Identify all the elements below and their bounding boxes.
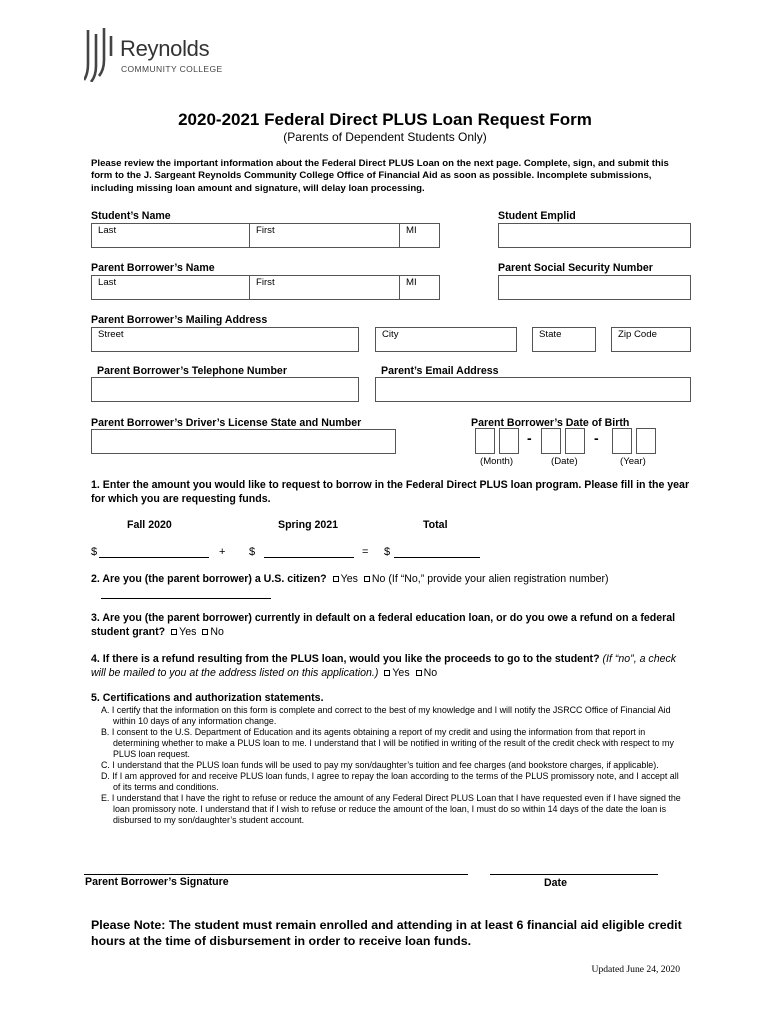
cert-item-c: C. I understand that the PLUS loan funds will be used to pay my son/daughter’s tuition and fee charges (and bookstore charges, if applicable). [101, 760, 659, 770]
dob-date-digit-2[interactable] [565, 428, 585, 454]
parent-first-cell[interactable]: First [250, 276, 400, 299]
telephone-label: Parent Borrower’s Telephone Number [97, 365, 287, 377]
question-2-text: 2. Are you (the parent borrower) a U.S. citizen? [91, 573, 327, 585]
dob-dash-1: - [527, 430, 532, 446]
dob-year-digit-2[interactable] [636, 428, 656, 454]
equals-sign: = [362, 546, 369, 558]
q2-no-checkbox[interactable] [364, 576, 370, 582]
parent-last-cell[interactable]: Last [92, 276, 250, 299]
student-emplid-field[interactable] [498, 223, 691, 248]
q4-yes-checkbox[interactable] [384, 670, 390, 676]
question-5-title: 5. Certifications and authorization statements. [91, 692, 324, 704]
total-dollar-sign: $ [384, 546, 391, 558]
form-title: 2020-2021 Federal Direct PLUS Loan Request Form [178, 110, 592, 129]
updated-date: Updated June 24, 2020 [591, 964, 680, 975]
state-field[interactable] [532, 327, 596, 352]
q4-no-label: No [423, 666, 438, 679]
street-field[interactable] [91, 327, 359, 352]
q3-no-checkbox[interactable] [202, 629, 208, 635]
plus-sign: + [219, 546, 226, 558]
mailing-address-label: Parent Borrower’s Mailing Address [91, 314, 268, 326]
fall-dollar-sign: $ [91, 546, 98, 558]
question-3 [91, 612, 691, 639]
question-1-text: 1. Enter the amount you would like to request to borrow in the Federal Direct PLUS loan program. Please fill in the year for which you are requesting funds. [91, 479, 690, 505]
question-4-italic: (If “no”, a check will be mailed to you at the address listed on this application.) [91, 653, 677, 679]
total-label: Total [423, 519, 448, 531]
dob-month-digit-2[interactable] [499, 428, 519, 454]
spring-amount-field[interactable] [264, 545, 354, 558]
dob-dash-2: - [594, 430, 599, 446]
logo-name: Reynolds [120, 36, 210, 61]
cert-item-e: E. I understand that I have the right to refuse or reduce the amount of any Federal Direct PLUS Loan that I have requested even if I have signed the loan promissory note. I understand that if I wish to refuse or reduce the amount of the loan, I must do so within 14 days of the date the loan is disbursed to my son/daughter’s student account. [101, 793, 681, 825]
parent-ssn-field[interactable] [498, 275, 691, 300]
q2-yes-checkbox[interactable] [333, 576, 339, 582]
alien-registration-field[interactable] [101, 586, 271, 599]
city-cell[interactable]: City [382, 329, 399, 340]
question-2 [91, 573, 691, 585]
parent-mi-cell[interactable]: MI [406, 277, 417, 288]
question-4 [91, 653, 691, 680]
street-cell[interactable]: Street [98, 329, 124, 340]
cert-item-d: D. If I am approved for and receive PLUS loan funds, I agree to repay the loan according to the terms of the PLUS promissory note, and I accept all of its terms and conditions. [101, 771, 679, 792]
college-logo-mark [84, 26, 114, 82]
zip-cell[interactable]: Zip Code [618, 329, 657, 340]
certifications-list [101, 705, 683, 826]
q3-yes-checkbox[interactable] [171, 629, 177, 635]
total-amount-field[interactable] [394, 545, 480, 558]
license-field[interactable] [91, 429, 396, 454]
parent-name-label: Parent Borrower’s Name [91, 262, 215, 274]
enrollment-note: Please Note: The student must remain enrolled and attending in at least 6 financial aid eligible credit hours at the time of disbursement in order to receive loan funds. [91, 918, 682, 948]
dob-year-digit-1[interactable] [612, 428, 632, 454]
q4-no-checkbox[interactable] [416, 670, 422, 676]
q3-no-label: No [210, 625, 224, 638]
email-label: Parent’s Email Address [381, 365, 499, 377]
dob-date-caption: (Date) [551, 456, 578, 467]
student-mi-cell[interactable]: MI [406, 225, 417, 236]
student-last-cell[interactable]: Last [92, 224, 250, 247]
cert-item-b: B. I consent to the U.S. Department of Education and its agents obtaining a report of my credit and using the information from that report in determining whether to make a PLUS loan to me. I understand that I will be notified in writing of the result of the credit check with respect to my PLUS loan request. [101, 727, 674, 759]
signature-field[interactable] [84, 862, 468, 875]
question-4-text: 4. If there is a refund resulting from the PLUS loan, would you like the proceeds to go to the student? [91, 653, 600, 665]
form-subtitle: (Parents of Dependent Students Only) [283, 130, 487, 144]
q2-yes-label: Yes [340, 573, 358, 585]
date-label: Date [544, 877, 567, 889]
email-field[interactable] [375, 377, 691, 402]
q2-no-label: No [371, 573, 386, 585]
dob-date-digit-1[interactable] [541, 428, 561, 454]
license-label: Parent Borrower’s Driver’s License State and Number [91, 417, 362, 429]
q4-yes-label: Yes [392, 666, 410, 679]
dob-month-caption: (Month) [480, 456, 514, 467]
spring-label: Spring 2021 [278, 519, 339, 531]
fall-amount-field[interactable] [99, 545, 209, 558]
telephone-field[interactable] [91, 377, 359, 402]
parent-ssn-label: Parent Social Security Number [498, 262, 653, 274]
student-emplid-label: Student Emplid [498, 210, 576, 222]
question-3-text: 3. Are you (the parent borrower) currently in default on a federal education loan, or do you owe a refund on a federal student grant? [91, 612, 676, 638]
student-first-cell[interactable]: First [250, 224, 400, 247]
fall-label: Fall 2020 [127, 519, 172, 531]
parent-name-field[interactable] [91, 275, 440, 300]
q2-tail-text: (If “No,” provide your alien registration number) [388, 573, 609, 585]
logo-subtitle: COMMUNITY COLLEGE [121, 64, 223, 74]
q3-yes-label: Yes [179, 625, 197, 638]
dob-month-digit-1[interactable] [475, 428, 495, 454]
student-name-field[interactable] [91, 223, 440, 248]
dob-label: Parent Borrower’s Date of Birth [471, 417, 630, 429]
date-field[interactable] [490, 862, 658, 875]
student-name-label: Student’s Name [91, 210, 171, 222]
cert-item-a: A. I certify that the information on this form is complete and correct to the best of my knowledge and I will notify the JSRCC Office of Financial Aid within 10 days of any information change. [101, 705, 671, 726]
intro-text: Please review the important information about the Federal Direct PLUS Loan on the next page. Complete, sign, and submit this form to the J. Sargeant Reynolds Community College Office of Financial Aid as soon as possible. Incomplete submissions, including missing loan amount and signature, will delay loan processing. [91, 158, 669, 194]
spring-dollar-sign: $ [249, 546, 256, 558]
state-cell[interactable]: State [539, 329, 562, 340]
dob-year-caption: (Year) [620, 456, 646, 467]
zip-field[interactable] [611, 327, 691, 352]
city-field[interactable] [375, 327, 517, 352]
signature-label: Parent Borrower’s Signature [85, 876, 229, 888]
